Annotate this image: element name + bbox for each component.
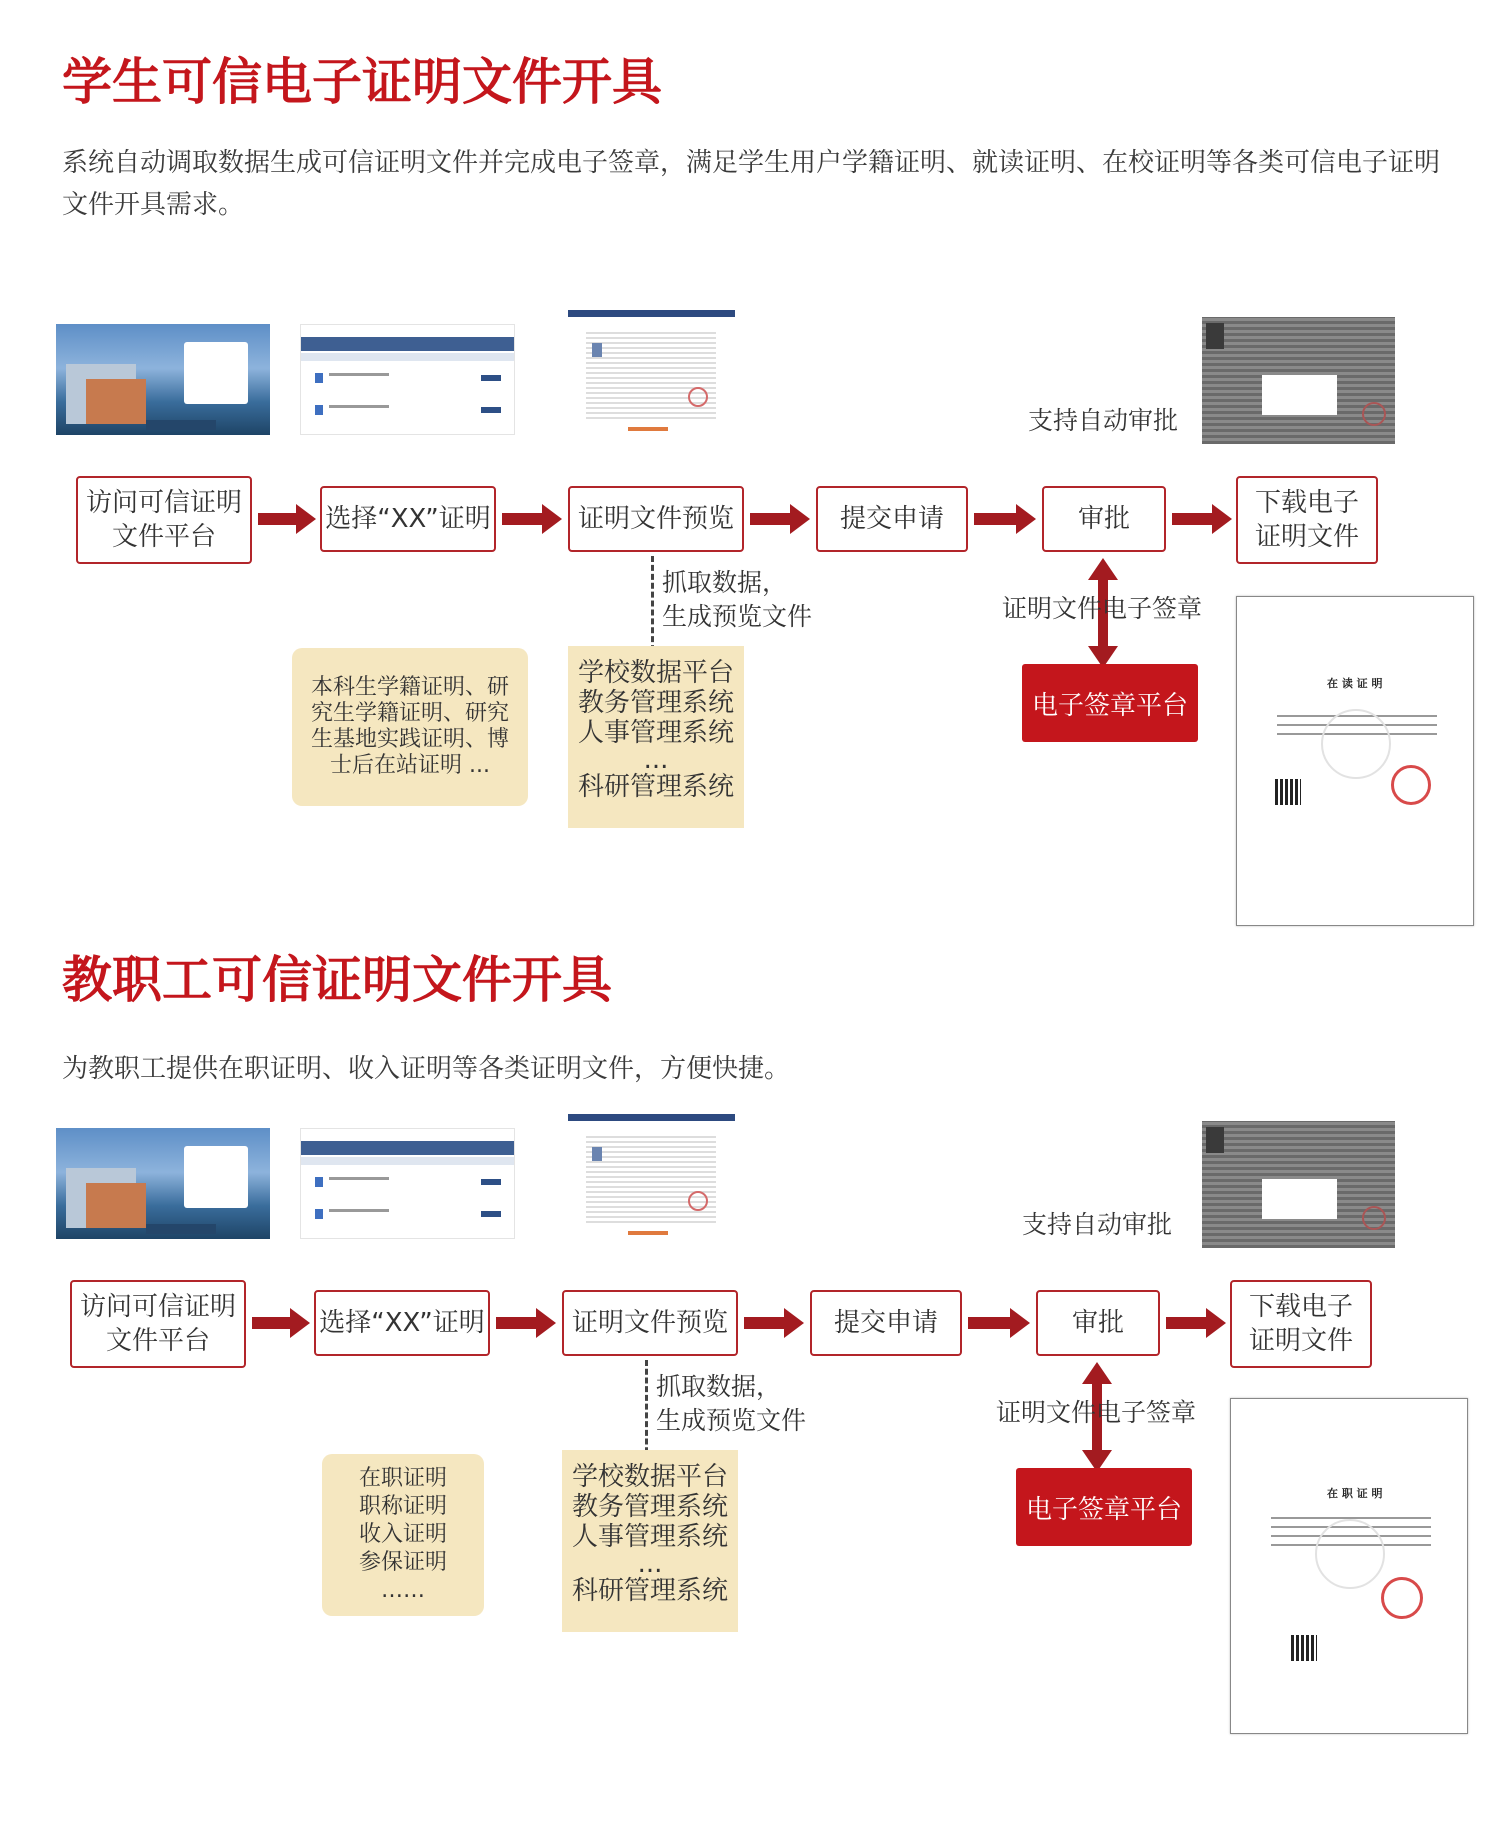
- step-approve: [1042, 486, 1166, 552]
- system-item: 教务管理系统: [577, 688, 734, 718]
- auto-approve-note: 支持自动审批: [1028, 406, 1179, 435]
- auto-approve-note: 支持自动审批: [1022, 1210, 1173, 1239]
- system-item: 科研管理系统: [571, 1576, 728, 1606]
- system-item: 人事管理系统: [577, 718, 734, 748]
- fetch-note: [662, 566, 812, 634]
- step-label: 下载电子 证明文件: [1248, 1292, 1353, 1356]
- system-item: ...: [643, 745, 669, 775]
- section-title: 学生可信电子证明文件开具: [62, 53, 662, 111]
- flow-arrow: [496, 1308, 556, 1338]
- step-label: 证明文件预览: [577, 504, 734, 534]
- step-label: 提交申请: [839, 504, 944, 534]
- e-seal-platform: 电子签章平台: [1022, 664, 1198, 742]
- step-label: 下载电子 证明文件: [1254, 488, 1359, 552]
- step-submit: [816, 486, 968, 552]
- staff-section: [0, 858, 1500, 1716]
- system-item: 科研管理系统: [577, 772, 734, 802]
- cert-type-line: ……: [381, 1578, 425, 1603]
- system-item: 学校数据平台: [571, 1462, 728, 1492]
- section-title: 教职工可信证明文件开具: [62, 951, 612, 1009]
- qr-code-icon: [1291, 1635, 1317, 1661]
- cert-types-note: [292, 648, 528, 806]
- sign-note: 证明文件电子签章: [996, 1398, 1197, 1427]
- flow-arrow: [744, 1308, 804, 1338]
- cert-type-line: 究生学籍证明、研究: [310, 701, 509, 726]
- cert-type-line: 本科生学籍证明、研: [310, 675, 509, 700]
- system-item: ...: [637, 1549, 663, 1579]
- school-watermark-icon: [1321, 709, 1391, 779]
- cert-type-line: 生基地实践证明、博: [310, 727, 509, 752]
- fetch-note-line: 生成预览文件: [656, 1406, 807, 1435]
- school-watermark-icon: [1315, 1519, 1385, 1589]
- data-systems-note: [568, 646, 744, 828]
- step-label: 提交申请: [833, 1308, 938, 1338]
- flow-arrow: [968, 1308, 1030, 1338]
- step-select-cert: [314, 1290, 490, 1356]
- section-description: 系统自动调取数据生成可信证明文件并完成电子签章，满足学生用户学籍证明、就读证明、在校证明等各类可信电子证明文件开具需求。: [62, 148, 1441, 220]
- step-preview: [568, 486, 744, 552]
- system-item: 学校数据平台: [577, 658, 734, 688]
- cert-list-screenshot: [300, 324, 515, 435]
- step-visit-platform: [70, 1280, 246, 1368]
- login-page-screenshot: [56, 1128, 270, 1239]
- flow-arrow: [258, 504, 316, 534]
- seal-stamp-icon: [1391, 765, 1431, 805]
- section-description: 为教职工提供在职证明、收入证明等各类证明文件，方便快捷。: [62, 1054, 791, 1084]
- data-systems-note: [562, 1450, 738, 1632]
- sign-note: 证明文件电子签章: [1002, 594, 1203, 623]
- flow-arrow: [1172, 504, 1232, 534]
- step-label: 证明文件预览: [571, 1308, 728, 1338]
- step-download: [1230, 1280, 1372, 1368]
- flow-arrow: [974, 504, 1036, 534]
- step-select-cert: [320, 486, 496, 552]
- step-label: 访问可信证明 文件平台: [85, 488, 242, 552]
- data-fetch-dashed-line: [651, 556, 654, 660]
- fetch-note: [656, 1370, 806, 1438]
- fetch-note-line: 抓取数据，: [656, 1372, 782, 1401]
- fetch-note-line: 抓取数据，: [662, 568, 788, 597]
- step-download: [1236, 476, 1378, 564]
- certificate-document: [1230, 1398, 1468, 1734]
- step-label: 审批: [1071, 1308, 1124, 1338]
- preview-screenshot: [568, 1114, 735, 1240]
- approval-screenshot: [1202, 1121, 1395, 1248]
- step-label: 选择“XX”证明: [319, 1308, 485, 1338]
- e-seal-platform: 电子签章平台: [1016, 1468, 1192, 1546]
- cert-type-line: 参保证明: [358, 1550, 447, 1575]
- system-item: 教务管理系统: [571, 1492, 728, 1522]
- data-fetch-dashed-line: [645, 1360, 648, 1462]
- preview-screenshot: [568, 310, 735, 436]
- system-item: 人事管理系统: [571, 1522, 728, 1552]
- flow-arrow: [502, 504, 562, 534]
- document-title: 在 读 证 明: [1327, 677, 1383, 690]
- cert-type-line: 士后在站证明 ...: [330, 753, 490, 778]
- process-diagram: [0, 300, 1500, 920]
- step-preview: [562, 1290, 738, 1356]
- cert-type-line: 收入证明: [358, 1522, 447, 1547]
- cert-type-line: 在职证明: [358, 1466, 447, 1491]
- fetch-note-line: 生成预览文件: [662, 602, 813, 631]
- document-title: 在 职 证 明: [1327, 1487, 1383, 1500]
- flow-arrow: [252, 1308, 310, 1338]
- cert-type-line: 职称证明: [358, 1494, 447, 1519]
- flow-arrow: [750, 504, 810, 534]
- login-page-screenshot: [56, 324, 270, 435]
- process-diagram: [0, 1158, 1500, 1778]
- cert-types-note: [322, 1454, 484, 1616]
- cert-list-screenshot: [300, 1128, 515, 1239]
- step-submit: [810, 1290, 962, 1356]
- step-visit-platform: [76, 476, 252, 564]
- approval-screenshot: [1202, 317, 1395, 444]
- student-section: [0, 0, 1500, 858]
- step-label: 选择“XX”证明: [325, 504, 491, 534]
- seal-stamp-icon: [1381, 1577, 1423, 1619]
- step-approve: [1036, 1290, 1160, 1356]
- flow-arrow: [1166, 1308, 1226, 1338]
- qr-code-icon: [1275, 779, 1301, 805]
- step-label: 访问可信证明 文件平台: [79, 1292, 236, 1356]
- step-label: 审批: [1077, 504, 1130, 534]
